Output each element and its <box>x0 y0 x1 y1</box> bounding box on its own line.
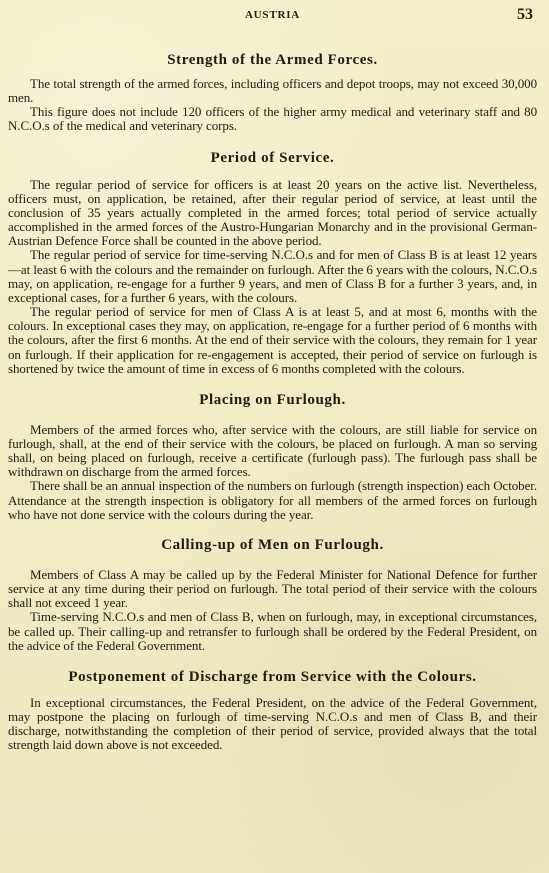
section-title-period-of-service: Period of Service. <box>210 149 335 166</box>
paragraph-calling-up-1: Members of Class A may be called up by the Federal Minister for National Defence for further service at any time during their period on furlough. The total period of their service with the colours shall not exceed 1 year. <box>8 566 537 611</box>
paragraph-furlough-2: There shall be an annual inspection of the numbers on furlough (strength inspection) each October. Attendance at the strength inspection is obligatory for all members of the armed forces on furlough who have not done service with the colours during the year. <box>8 478 537 522</box>
section-calling-up <box>8 537 537 653</box>
section-period-of-service <box>8 150 537 376</box>
paragraph-strength-1: The total strength of the armed forces, including officers and depot troops, may not exceed 30,000 men. <box>8 76 537 106</box>
paragraph-postponement-1: In exceptional circumstances, the Federal President, on the advice of the Federal Government, may postpone the placing on furlough of time-serving N.C.O.s and men of Class B, and their discharge, notwithstanding the completion of their period of service, provided always that the total strength laid down above is not exceeded. <box>8 694 537 753</box>
paragraph-period-1: The regular period of service for officers is at least 20 years on the active list. Nevertheless, officers must, on application, be retained, after their regular period of service, at least until the conclusion of 35 years actually completed in the armed forces; total period of service actually accomplished in the armed forces of the Austro-Hungarian Monarchy and in the provisional German-Austrian Defence Force shall be counted in the above period. <box>8 176 537 249</box>
section-strength <box>8 52 537 134</box>
paragraph-period-2: The regular period of service for time-serving N.C.O.s and for men of Class B is at least 12 years—at least 6 with the colours and the remainder on furlough. After the 6 years with the colours, N.C.O.s may, on application, re-engage for a further 9 years, and men of Class B for a further 3 years, and, in exceptional cases, for a further 6 years, with the colours. <box>8 247 537 305</box>
section-postponement <box>8 669 537 753</box>
section-title-placing-on-furlough: Placing on Furlough. <box>199 391 346 408</box>
section-placing-on-furlough <box>8 392 537 522</box>
section-title-postponement: Postponement of Discharge from Service with the Colours. <box>68 668 477 685</box>
paragraph-strength-2: This figure does not include 120 officers of the higher army medical and veterinary staff and 80 N.C.O.s of the medical and veterinary corps. <box>8 104 537 134</box>
section-title-strength: Strength of the Armed Forces. <box>167 52 378 68</box>
paragraph-furlough-1: Members of the armed forces who, after service with the colours, are still liable for service on furlough, shall, at the end of their service with the colours, be placed on furlough. A man so serving shall, on being placed on furlough, receive a certificate (furlough pass). The furlough pass shall be withdrawn on discharge from the armed forces. <box>8 421 537 480</box>
running-head: AUSTRIA <box>244 9 301 21</box>
section-title-calling-up: Calling-up of Men on Furlough. <box>161 536 384 553</box>
paragraph-calling-up-2: Time-serving N.C.O.s and men of Class B, when on furlough, may, in exceptional circumstances, be called up. Their calling-up and retransfer to furlough shall be ordered by the Federal President, on the advice of the Federal Government. <box>8 609 537 653</box>
page-header <box>8 8 537 30</box>
page-number: 53 <box>517 6 533 23</box>
paragraph-period-3: The regular period of service for men of Class A is at least 5, and at most 6, months with the colours. In exceptional cases they may, on application, re-engage for a further period of 6 months with the colours, after the first 6 months. At the end of their service with the colours, they remain for 1 year on furlough. If their application for re-engagement is accepted, their period of service on furlough is shortened by twice the amount of time in excess of 6 months completed with the colours. <box>8 304 537 376</box>
